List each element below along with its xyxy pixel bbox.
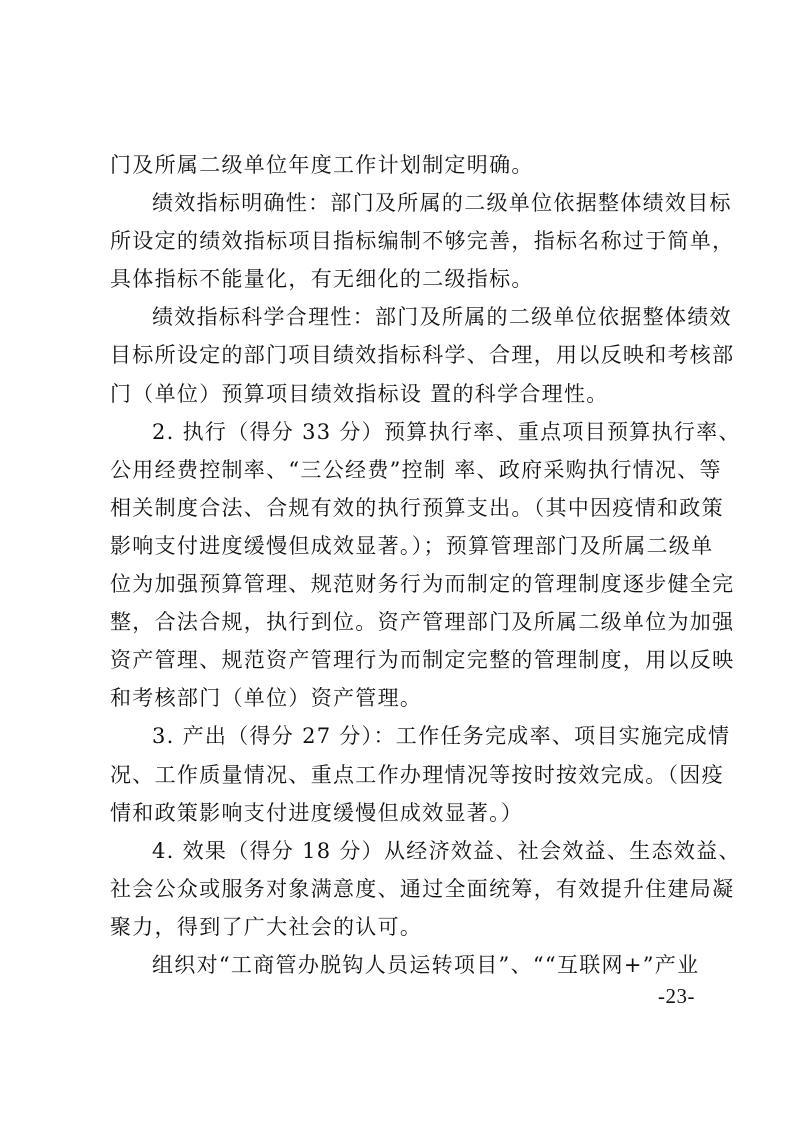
text-line: 整，合法合规，执行到位。资产管理部门及所属二级单位为加强: [110, 610, 735, 635]
text-line: 绩效指标明确性：部门及所属的二级单位依据整体绩效目标: [152, 191, 732, 216]
text-line: 社会公众或服务对象满意度、通过全面统筹，有效提升住建局凝: [110, 876, 735, 901]
body-text: [110, 146, 741, 984]
text-line: 门及所属二级单位年度工作计划制定明确。: [110, 153, 534, 177]
text-line: 公用经费控制率、“三公经费”控制 率、政府采购执行情况、等: [110, 457, 722, 482]
text-line: 门（单位）预算项目绩效指标设 置的科学合理性。: [110, 381, 609, 406]
text-line: 资产管理、规范资产管理行为而制定完整的管理制度，用以反映: [110, 648, 735, 673]
text-line: 组织对“工商管办脱钩人员运转项目”、““互联网+”产业: [152, 952, 700, 977]
text-line: 4. 效果（得分 18 分）从经济效益、社会效益、生态效益、: [152, 838, 741, 863]
text-line: 影响支付进度缓慢但成效显著。）；预算管理部门及所属二级单: [110, 533, 714, 558]
text-line: 情和政策影响支付进度缓慢但成效显著。）: [110, 800, 524, 825]
text-line: 3. 产出（得分 27 分）：工作任务完成率、项目实施完成情: [152, 724, 731, 749]
text-line: 目标所设定的部门项目绩效指标科学、合理，用以反映和考核部: [110, 343, 735, 368]
text-line: 况、工作质量情况、重点工作办理情况等按时按效完成。（因疫: [110, 762, 724, 787]
text-line: 具体指标不能量化，有无细化的二级指标。: [110, 267, 534, 292]
text-line: 聚力，得到了广大社会的认可。: [110, 914, 423, 939]
text-line: 位为加强预算管理、规范财务行为而制定的管理制度逐步健全完: [110, 572, 735, 597]
text-line: 绩效指标科学合理性：部门及所属的二级单位依据整体绩效: [152, 305, 732, 330]
page-number: -23-: [658, 984, 695, 1008]
text-line: 相关制度合法、合规有效的执行预算支出。（其中因疫情和政策: [110, 495, 724, 520]
text-line: 2. 执行（得分 33 分）预算执行率、重点项目预算执行率、: [152, 419, 741, 444]
text-line: 和考核部门（单位）资产管理。: [110, 686, 423, 711]
text-line: 所设定的绩效指标项目指标编制不够完善，指标名称过于简单，: [110, 229, 735, 254]
